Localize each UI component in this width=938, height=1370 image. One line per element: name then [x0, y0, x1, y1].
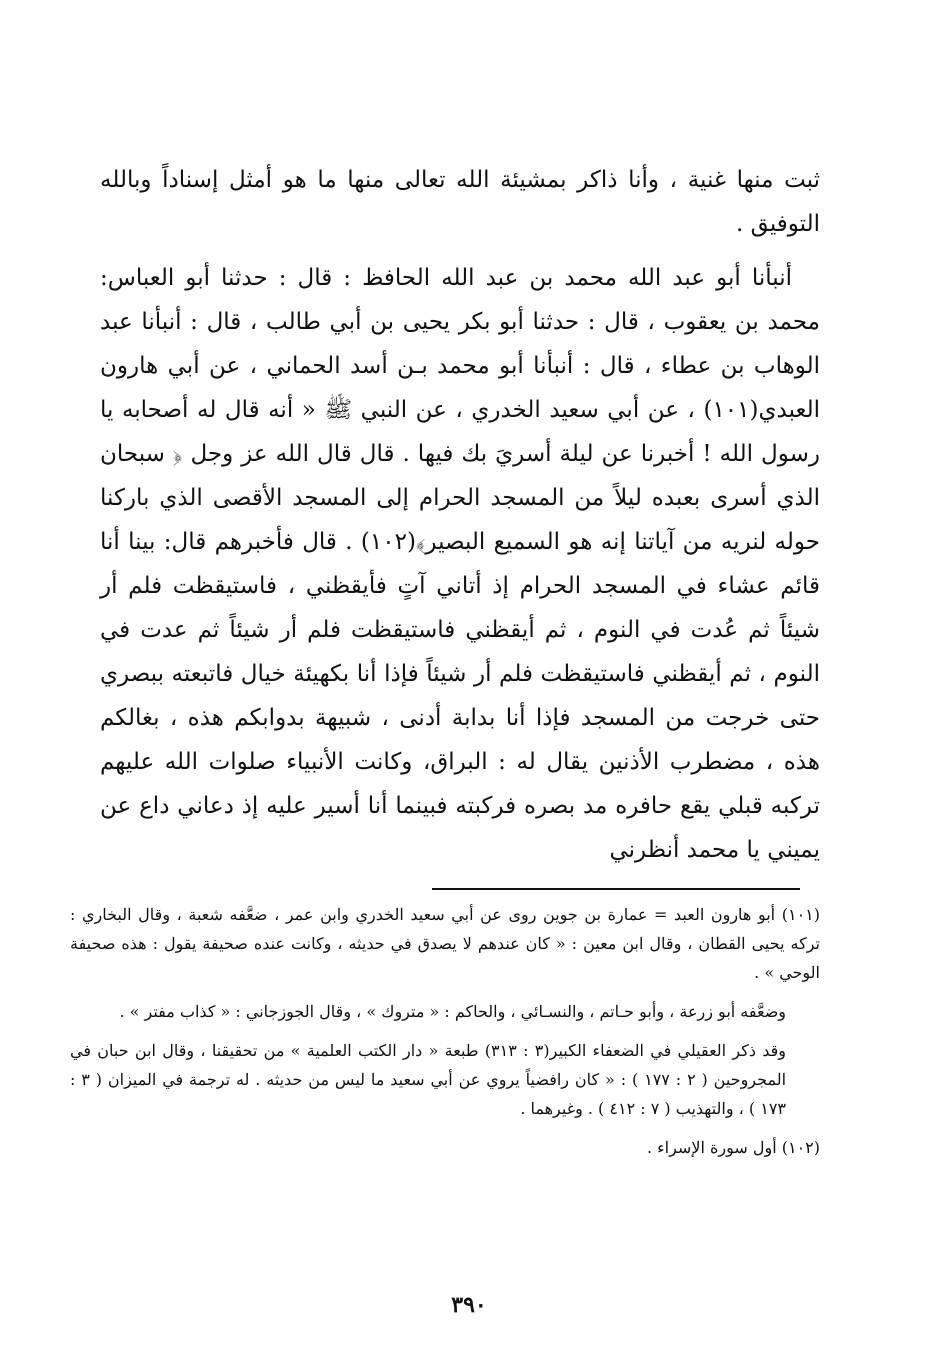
footnote-102: (١٠٢) أول سورة الإسراء .: [646, 1138, 820, 1157]
footnote-101: (١٠١) أبو هارون العبد = عمارة بن جوين روى عن أبي سعيد الخدري وابن عمر ، ضعَّفه شعبة ، وقال البخاري : تركه يحيى القطان ، وقال ابن معين : « كان عندهم لا يصدق في حديثه ، وكانت عنده صحيفة يقول : هذه صحيفة الوحي » .: [70, 905, 820, 982]
main-text: [100, 158, 820, 872]
footnote-101-continued: وضعَّفه أبو زرعة ، وأبو حـاتم ، والنسـائي ، والحاكم : « متروك » ، وقال الجوزجاني : « كذاب مفتر » .: [119, 1002, 786, 1021]
page-number: ٣٩٠: [451, 1292, 487, 1318]
footnote-101-sources: وقد ذكر العقيلي في الضعفاء الكبير(٣ : ٣١٣) طبعة « دار الكتب العلمية » من تحقيقنا ، وقال ابن حبان في المجروحين ( ٢ : ١٧٧ ) : « كان رافضياً يروي عن أبي سعيد ما ليس من حديثه . له ترجمة في الميزان ( ٣ : ١٧٣ ) ، والتهذيب ( ٧ : ٤١٢ ) . وغيرهما .: [70, 1041, 787, 1118]
footnote-divider: [432, 888, 800, 890]
hadith-paragraph: أنبأنا أبو عبد الله محمد بن عبد الله الحافظ : قال : حدثنا أبو العباس: محمد بن يعقوب ، قال : حدثنا أبو بكر يحيى بن أبي طالب ، قال : أنبأنا عبد الوهاب بن عطاء ، قال : أنبأنا أبو محمد بـن أسد الحماني ، عن أبي هارون العبدي(١٠١) ، عن أبي سعيد الخدري ، عن النبي ﷺ « أنه قال له أصحابه يا رسول الله ! أخبرنا عن ليلة أسريَ بك فيها . قال قال الله عز وجل ﴿ سبحان الذي أسرى بعبده ليلاً من المسجد الحرام إلى المسجد الأقصى الذي باركنا حوله لنريه من آياتنا إنه هو السميع البصير﴾(١٠٢) . قال فأخبرهم قال: بينا أنا قائم عشاء في المسجد الحرام إذ أتاني آتٍ فأيقظني ، فاستيقظت فلم أر شيئاً ثم عُدت في النوم ، ثم أيقظني فاستيقظت فلم أر شيئاً ثم عدت في النوم ، ثم أيقظني فاستيقظت فلم أر شيئاً فإذا أنا بكهيئة خيال فاتبعته ببصري حتى خرجت من المسجد فإذا أنا بدابة أدنى ، شبيهة بدوابكم هذه ، بغالكم هذه ، مضطرب الأذنين يقال له : البراق، وكانت الأنبياء صلوات الله عليهم تركبه قبلي يقع حافره مد بصره فركبته فبينما أنا أسير عليه إذ دعاني داع عن يميني يا محمد أنظرني: [100, 265, 820, 863]
footnotes: [70, 900, 820, 1172]
intro-paragraph: ثبت منها غنية ، وأنا ذاكر بمشيئة الله تعالى منها ما هو أمثل إسناداً وبالله التوفيق .: [100, 167, 820, 237]
